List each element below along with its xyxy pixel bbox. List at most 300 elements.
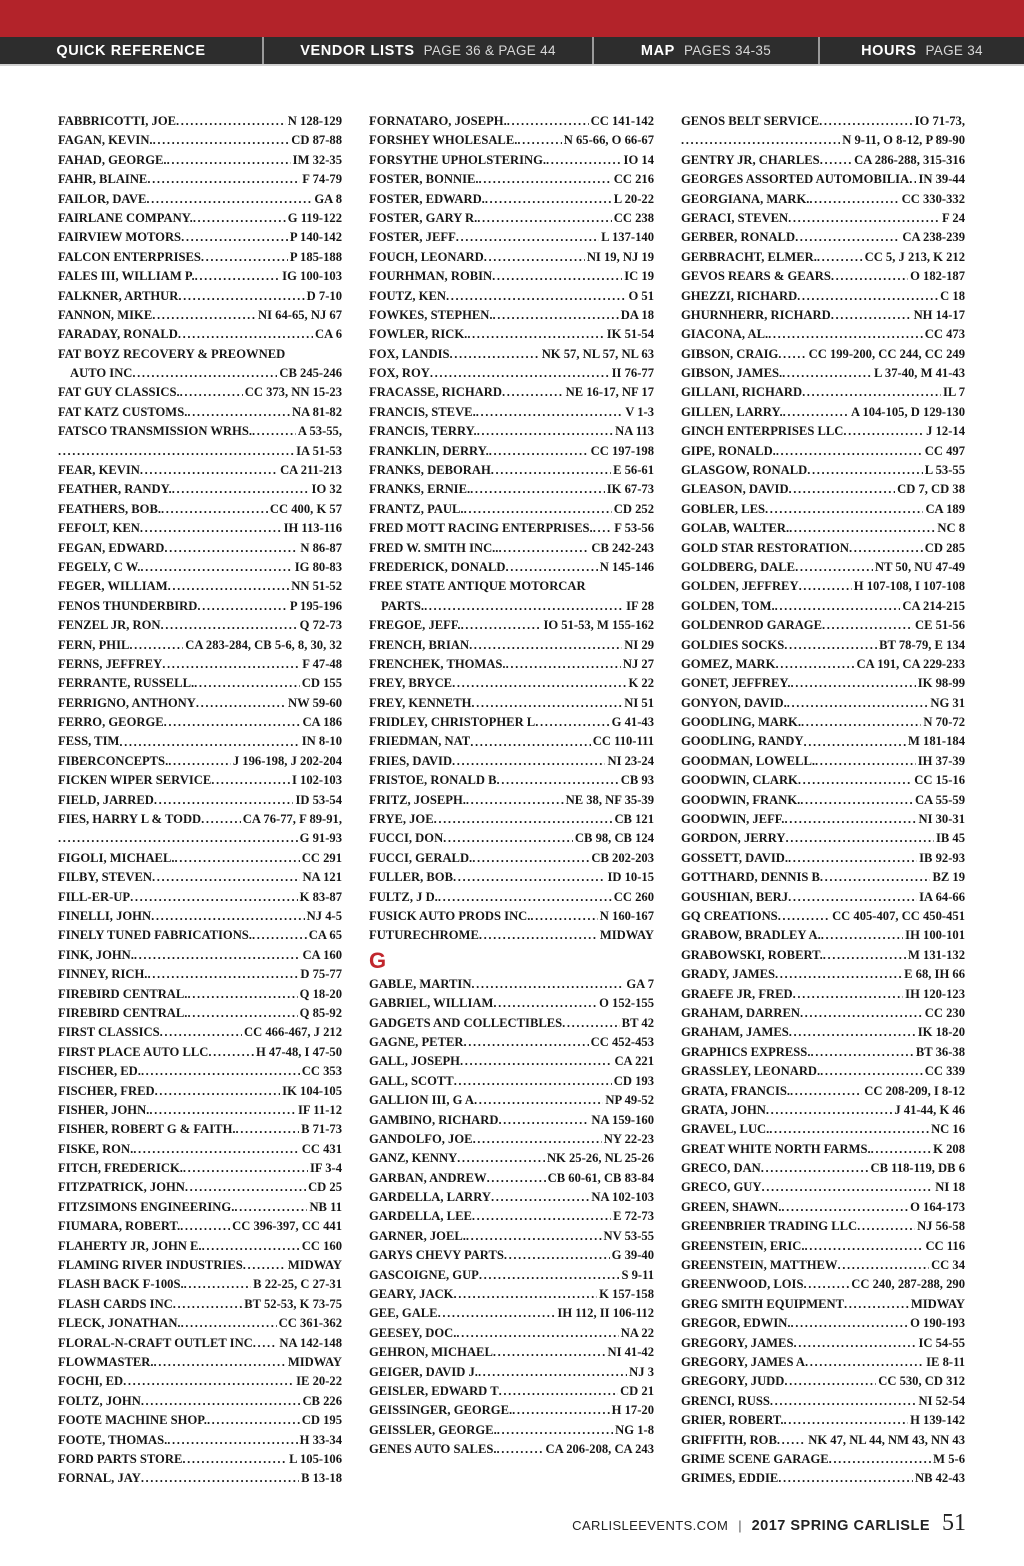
dot-leader: [184, 1275, 252, 1294]
vendor-entry: [681, 1353, 965, 1372]
dot-leader: [761, 1159, 869, 1178]
vendor-entry: [369, 1421, 654, 1440]
dot-leader: [493, 994, 597, 1013]
vendor-name: GRABOWSKI, ROBERT.: [681, 947, 823, 962]
dot-leader: [469, 636, 622, 655]
vendor-entry: [369, 888, 654, 907]
booth-locations: CC 240, 287-288, 290: [851, 1277, 965, 1292]
booth-locations: C 18: [940, 288, 965, 303]
dot-leader: [140, 519, 282, 538]
booth-locations: I 102-103: [291, 773, 342, 788]
dot-leader: [453, 1285, 597, 1304]
booth-locations: CD 25: [308, 1180, 342, 1195]
vendor-entry: [58, 190, 342, 209]
nav-hours[interactable]: [820, 37, 1024, 64]
vendor-entry: [369, 636, 654, 655]
vendor-entry: [58, 131, 342, 150]
booth-locations: L 137-140: [601, 230, 654, 245]
vendor-name: FITCH, FREDERICK.: [58, 1161, 183, 1176]
vendor-name: GREENWOOD, LOIS: [681, 1277, 804, 1292]
vendor-entry: [58, 985, 342, 1004]
booth-locations: CC 291: [301, 850, 342, 865]
vendor-entry: [369, 558, 654, 577]
booth-locations: CC 405-407, CC 450-451: [832, 909, 965, 923]
dot-leader: [800, 1004, 923, 1023]
booth-locations: NJ 4-5: [306, 909, 342, 923]
vendor-name: FOURHMAN, ROBIN: [369, 269, 493, 284]
vendor-entry: [681, 480, 965, 499]
dot-leader: [160, 1023, 242, 1042]
vendor-name: FOWKES, STEPHEN.: [369, 307, 493, 322]
booth-locations: NB 42-43: [914, 1471, 965, 1486]
booth-locations: CD 193: [613, 1073, 654, 1088]
vendor-name: GOLDENROD GARAGE: [681, 618, 822, 633]
vendor-name: GOODLING, RANDY: [681, 734, 804, 749]
vendor-name: FEGAN, EDWARD: [58, 540, 165, 555]
vendor-entry: [369, 287, 654, 306]
booth-locations: CA 211-213: [280, 463, 342, 478]
vendor-name: FEAR, KEVIN: [58, 463, 140, 478]
dot-leader: [817, 248, 863, 267]
vendor-entry: [58, 946, 342, 965]
vendor-name: FOSTER, JEFF: [369, 230, 456, 245]
vendor-entry: [369, 1304, 654, 1323]
booth-locations: H 33-34: [299, 1432, 342, 1447]
vendor-name: FEGER, WILLIAM: [58, 579, 168, 594]
vendor-entry: [681, 1082, 965, 1101]
vendor-name: FRENCHEK, THOMAS.: [369, 656, 506, 671]
vendor-name: FIGOLI, MICHAEL.: [58, 850, 175, 865]
dot-leader: [798, 771, 912, 790]
vendor-entry: [369, 500, 654, 519]
vendor-entry: [681, 577, 965, 596]
dot-leader: [593, 519, 613, 538]
vendor-name: GOLDBERG, DALE: [681, 559, 796, 574]
nav-map[interactable]: [594, 37, 820, 64]
vendor-entry: [369, 267, 654, 286]
nav-vendor-lists[interactable]: [264, 37, 594, 64]
dot-leader: [154, 791, 294, 810]
booth-locations: NJ 56-58: [917, 1219, 965, 1234]
booth-locations: CD 87-88: [291, 133, 342, 148]
booth-locations: CB 93: [620, 773, 654, 788]
dot-leader: [546, 151, 622, 170]
dot-leader: [133, 1140, 300, 1159]
vendor-name: GALLION III, G A: [369, 1093, 474, 1108]
booth-locations: F 47-48: [302, 656, 342, 671]
booth-locations: NI 64-65, NJ 67: [258, 307, 342, 322]
vendor-entry: [681, 907, 965, 926]
booth-locations: N 128-129: [287, 113, 342, 128]
booth-locations: CB 60-61, CB 83-84: [547, 1170, 654, 1185]
booth-locations: NI 30-31: [918, 812, 965, 827]
vendor-entry: [369, 810, 654, 829]
dot-leader: [130, 888, 298, 907]
dot-leader: [147, 965, 298, 984]
vendor-name: GREG SMITH EQUIPMENT: [681, 1296, 845, 1311]
vendor-entry: [681, 733, 965, 752]
dot-leader: [132, 364, 277, 383]
booth-locations: CC 497: [924, 443, 965, 458]
dot-leader: [831, 306, 912, 325]
vendor-name: GENES AUTO SALES.: [369, 1442, 497, 1457]
vendor-name: FORD PARTS STORE: [58, 1451, 183, 1466]
vendor-name: FIRST PLACE AUTO LLC: [58, 1044, 209, 1059]
vendor-entry: [58, 810, 342, 829]
vendor-name: GEIGER, DAVID J.: [369, 1364, 478, 1379]
booth-locations: NI 29: [624, 637, 654, 652]
dot-leader: [167, 1431, 297, 1450]
vendor-entry: [58, 403, 342, 422]
vendor-name: FALES III, WILLIAM P.: [58, 269, 195, 284]
booth-locations: NG 1-8: [615, 1422, 654, 1437]
dot-leader: [765, 500, 923, 519]
booth-locations: V 1-3: [625, 404, 654, 419]
dot-leader: [498, 1111, 589, 1130]
vendor-name: FLASH BACK F-100S.: [58, 1277, 184, 1292]
vendor-entry: [369, 975, 654, 994]
vendor-entry: [369, 151, 654, 170]
vendor-name: FERNS, JEFFREY: [58, 656, 163, 671]
booth-locations: BT 42: [621, 1015, 654, 1030]
dot-leader: [149, 1101, 296, 1120]
vendor-entry: [58, 771, 342, 790]
dot-leader: [58, 442, 294, 461]
dot-leader: [783, 403, 849, 422]
vendor-entry: [369, 674, 654, 693]
booth-locations: MIDWAY: [287, 1354, 342, 1369]
dot-leader: [168, 752, 231, 771]
vendor-entry: [58, 926, 342, 945]
dot-leader: [491, 461, 611, 480]
vendor-name: GALL, JOSEPH: [369, 1054, 460, 1069]
vendor-entry: [681, 558, 965, 577]
dot-leader: [775, 965, 902, 984]
booth-locations: D 75-77: [300, 967, 342, 982]
vendor-entry: [681, 364, 965, 383]
vendor-name: GREGORY, JAMES A: [681, 1354, 805, 1369]
vendor-entry: [369, 597, 654, 616]
booth-locations: CA 160: [302, 947, 342, 962]
top-red-band: [0, 0, 1024, 37]
booth-locations: CA 76-77, F 89-91,: [242, 812, 342, 827]
vendor-entry: [369, 345, 654, 364]
vendor-entry: [369, 1014, 654, 1033]
booth-locations: B 13-18: [301, 1471, 342, 1486]
vendor-name: FREE STATE ANTIQUE MOTORCAR: [369, 579, 586, 594]
dot-leader: [803, 1275, 849, 1294]
vendor-name: GOMEZ, MARK: [681, 656, 776, 671]
vendor-name: GOSSETT, DAVID.: [681, 850, 788, 865]
vendor-name: FAIRLANE COMPANY.: [58, 210, 193, 225]
vendor-name: GRABOW, BRADLEY A.: [681, 928, 821, 943]
vendor-entry: [58, 1295, 342, 1314]
booth-locations: P 185-188: [289, 249, 342, 264]
dot-leader: [819, 112, 912, 131]
dot-leader: [484, 248, 585, 267]
booth-locations: IG 80-83: [294, 559, 342, 574]
vendor-name: GRAVEL, LUC.: [681, 1122, 770, 1137]
vendor-name: GRATA, JOHN: [681, 1102, 766, 1117]
booth-locations: MIDWAY: [910, 1296, 965, 1311]
dot-leader: [791, 674, 916, 693]
dot-leader: [141, 1469, 299, 1488]
booth-locations: CA 214-215: [902, 598, 965, 613]
vendor-entry: [681, 1062, 965, 1081]
vendor-entry: [681, 965, 965, 984]
vendor-name: FOCHI, ED: [58, 1374, 124, 1389]
vendor-name: FAT KATZ CUSTOMS.: [58, 404, 188, 419]
vendor-name: FOUCH, LEONARD: [369, 249, 484, 264]
booth-locations: F 24: [942, 210, 965, 225]
vendor-entry: [681, 1004, 965, 1023]
vendor-name: GARNER, JOEL.: [369, 1228, 466, 1243]
vendor-entry: [58, 1411, 342, 1430]
dot-leader: [787, 694, 929, 713]
dot-leader: [857, 1217, 915, 1236]
vendor-entry: [369, 1324, 654, 1343]
dot-leader: [129, 636, 183, 655]
booth-locations: IH 37-39: [917, 753, 965, 768]
vendor-name: FIRST CLASSICS: [58, 1025, 160, 1040]
booth-locations: IG 100-103: [282, 269, 342, 284]
vendor-name: FERRIGNO, ANTHONY: [58, 695, 196, 710]
vendor-name: GAGNE, PETER: [369, 1034, 464, 1049]
booth-locations: MIDWAY: [287, 1258, 342, 1273]
dot-leader: [489, 442, 589, 461]
vendor-name: FISHER, JOHN.: [58, 1102, 150, 1117]
footer-site[interactable]: CARLISLEEVENTS.COM: [572, 1518, 729, 1533]
vendor-entry: [369, 1246, 654, 1265]
booth-locations: K 157-158: [599, 1287, 654, 1302]
vendor-name: GRIER, ROBERT.: [681, 1413, 784, 1428]
vendor-entry: [58, 1372, 342, 1391]
vendor-entry: [681, 1120, 965, 1139]
dot-leader: [788, 209, 940, 228]
vendor-entry: [58, 151, 342, 170]
vendor-name: GILLANI, RICHARD: [681, 385, 803, 400]
dot-leader: [789, 1023, 916, 1042]
booth-locations: CA 6: [315, 327, 342, 342]
booth-locations: CB 98, CB 124: [574, 831, 654, 846]
dot-leader: [788, 849, 917, 868]
booth-locations: IK 51-54: [606, 327, 654, 342]
vendor-name: GERBRACHT, ELMER.: [681, 249, 817, 264]
dot-leader: [466, 791, 564, 810]
dot-leader: [776, 442, 923, 461]
booth-locations: CC 197-198: [590, 443, 654, 458]
vendor-name: GIBSON, JAMES.: [681, 366, 783, 381]
dot-leader: [802, 383, 941, 402]
dot-leader: [456, 1324, 618, 1343]
vendor-entry: [681, 287, 965, 306]
vendor-entry: [369, 1169, 654, 1188]
dot-leader: [487, 1169, 546, 1188]
vendor-name: GRAHAM, JAMES: [681, 1025, 789, 1040]
dot-leader: [477, 209, 612, 228]
vendor-name: FORSHEY WHOLESALE.: [369, 133, 518, 148]
dot-leader: [141, 1392, 301, 1411]
booth-locations: NJ 27: [622, 656, 654, 671]
page-number: 51: [942, 1510, 966, 1536]
vendor-entry: [681, 131, 965, 150]
vendor-name: FRIES, DAVID: [369, 753, 453, 768]
vendor-entry: [58, 674, 342, 693]
vendor-entry: [369, 926, 654, 945]
booth-locations: E 68, IH 66: [904, 967, 965, 982]
vendor-name: GALL, SCOTT: [369, 1073, 454, 1088]
dot-leader: [178, 325, 313, 344]
vendor-entry: [681, 1198, 965, 1217]
dot-leader: [849, 539, 923, 558]
vendor-entry: [58, 752, 342, 771]
vendor-index-column-3: [681, 112, 965, 1489]
vendor-name: FLASH CARDS INC: [58, 1296, 173, 1311]
vendor-name: GIACONA, AL.: [681, 327, 769, 342]
vendor-name: GOUSHIAN, BERJ: [681, 889, 789, 904]
dot-leader: [795, 558, 873, 577]
dot-leader: [782, 364, 872, 383]
vendor-name: GEORGIANA, MARK.: [681, 191, 810, 206]
dot-leader: [770, 1392, 917, 1411]
dot-leader: [119, 733, 299, 752]
dot-leader: [202, 1237, 300, 1256]
vendor-name: FARADAY, RONALD: [58, 327, 178, 342]
booth-locations: CA 189: [925, 501, 965, 516]
booth-locations: II 76-77: [611, 366, 654, 381]
booth-locations: NA 102-103: [591, 1190, 654, 1205]
vendor-name: FOSTER, GARY R.: [369, 210, 478, 225]
vendor-entry: [369, 1130, 654, 1149]
vendor-entry: [369, 752, 654, 771]
vendor-name: FOX, ROY: [369, 366, 430, 381]
dot-leader: [777, 1431, 806, 1450]
vendor-name: FERN, PHIL: [58, 637, 130, 652]
dot-leader: [180, 383, 243, 402]
booth-locations: IC 54-55: [918, 1335, 965, 1350]
vendor-entry: [369, 907, 654, 926]
booth-locations: IH 100-101: [905, 928, 965, 943]
dot-leader: [478, 1363, 627, 1382]
booth-locations: IE 8-11: [926, 1354, 965, 1369]
vendor-entry: [58, 868, 342, 887]
vendor-entry: [369, 1052, 654, 1071]
dot-leader: [800, 791, 913, 810]
booth-locations: NA 81-82: [291, 404, 342, 419]
vendor-entry: [58, 442, 342, 461]
booth-locations: G 41-43: [611, 715, 654, 730]
dot-leader: [803, 733, 906, 752]
vendor-entry: [681, 1295, 965, 1314]
dot-leader: [768, 325, 923, 344]
vendor-entry: [369, 655, 654, 674]
vendor-entry: [58, 1256, 342, 1275]
vendor-name: GQ CREATIONS: [681, 909, 778, 923]
booth-locations: N 145-146: [599, 559, 654, 574]
vendor-entry: [369, 694, 654, 713]
vendor-name: GOBLER, LES: [681, 501, 765, 516]
dot-leader: [843, 422, 924, 441]
vendor-name: GEORGES ASSORTED AUTOMOBILIA: [681, 172, 910, 187]
booth-locations: CC 238: [613, 210, 654, 225]
dot-leader: [470, 480, 605, 499]
booth-locations: CB 118-119, DB 6: [870, 1161, 965, 1176]
vendor-entry: [369, 1266, 654, 1285]
booth-locations: IE 20-22: [296, 1374, 342, 1389]
vendor-name: GEE, GALE: [369, 1306, 438, 1321]
vendor-name: FINNEY, RICH.: [58, 967, 148, 982]
vendor-name: FATSCO TRANSMISSION WRHS.: [58, 424, 252, 439]
vendor-name: FULTZ, J D.: [369, 889, 438, 904]
booth-locations: CC 34: [931, 1258, 965, 1273]
booth-locations: H 47-48, I 47-50: [255, 1044, 342, 1059]
vendor-entry: [681, 888, 965, 907]
vendor-entry: [369, 1091, 654, 1110]
vendor-name: FLAHERTY JR, JOHN E.: [58, 1238, 202, 1253]
dot-leader: [153, 131, 290, 150]
vendor-entry: [681, 1314, 965, 1333]
vendor-name: FIES, HARRY L & TODD: [58, 812, 202, 827]
vendor-entry: [58, 849, 342, 868]
vendor-entry: [369, 112, 654, 131]
vendor-name: FANNON, MIKE: [58, 307, 153, 322]
booth-locations: N 65-66, O 66-67: [563, 133, 654, 148]
dot-leader: [164, 539, 298, 558]
vendor-name: FRACASSE, RICHARD: [369, 385, 502, 400]
booth-locations: N 160-167: [599, 909, 654, 923]
booth-locations: L 20-22: [613, 191, 654, 206]
dot-leader: [822, 616, 913, 635]
vendor-name: FOOTE MACHINE SHOP.: [58, 1413, 207, 1428]
vendor-name: GINCH ENTERPRISES LLC: [681, 424, 844, 439]
vendor-name: GEISSLER, GEORGE.: [369, 1422, 497, 1437]
booth-locations: NI 51: [624, 695, 654, 710]
vendor-entry: [681, 1372, 965, 1391]
booth-locations: IN 39-44: [918, 172, 965, 187]
dot-leader: [211, 771, 290, 790]
booth-locations: IF 3-4: [309, 1161, 342, 1176]
dot-leader: [452, 674, 626, 693]
vendor-name: GOODMAN, LOWELL.: [681, 753, 815, 768]
booth-locations: CA 186: [302, 715, 342, 730]
vendor-name: FLAMING RIVER INDUSTRIES: [58, 1258, 243, 1273]
dot-leader: [790, 1082, 862, 1101]
nav-quick-reference[interactable]: [0, 37, 264, 64]
dot-leader: [791, 1314, 909, 1333]
vendor-entry: [58, 1392, 342, 1411]
nav-label: QUICK REFERENCE: [56, 42, 206, 59]
vendor-entry: [369, 1188, 654, 1207]
vendor-name: FRED MOTT RACING ENTERPRISES.: [369, 521, 593, 536]
booth-locations: NI 23-24: [607, 753, 654, 768]
vendor-name: GARYS CHEVY PARTS: [369, 1248, 504, 1263]
vendor-name: FUTURECHROME: [369, 928, 479, 943]
vendor-entry: [58, 325, 342, 344]
vendor-entry: [369, 1382, 654, 1401]
dot-leader: [502, 383, 564, 402]
dot-leader: [909, 170, 916, 189]
booth-locations: P 140-142: [289, 230, 342, 245]
vendor-name: GILLEN, LARRY.: [681, 404, 783, 419]
vendor-entry: [58, 1237, 342, 1256]
vendor-name: FERRO, GEORGE: [58, 715, 164, 730]
dot-leader: [507, 112, 589, 131]
dot-leader: [424, 597, 624, 616]
vendor-name: GEISLER, EDWARD T: [369, 1383, 499, 1398]
dot-leader: [146, 190, 312, 209]
dot-leader: [140, 558, 292, 577]
dot-leader: [182, 1450, 287, 1469]
